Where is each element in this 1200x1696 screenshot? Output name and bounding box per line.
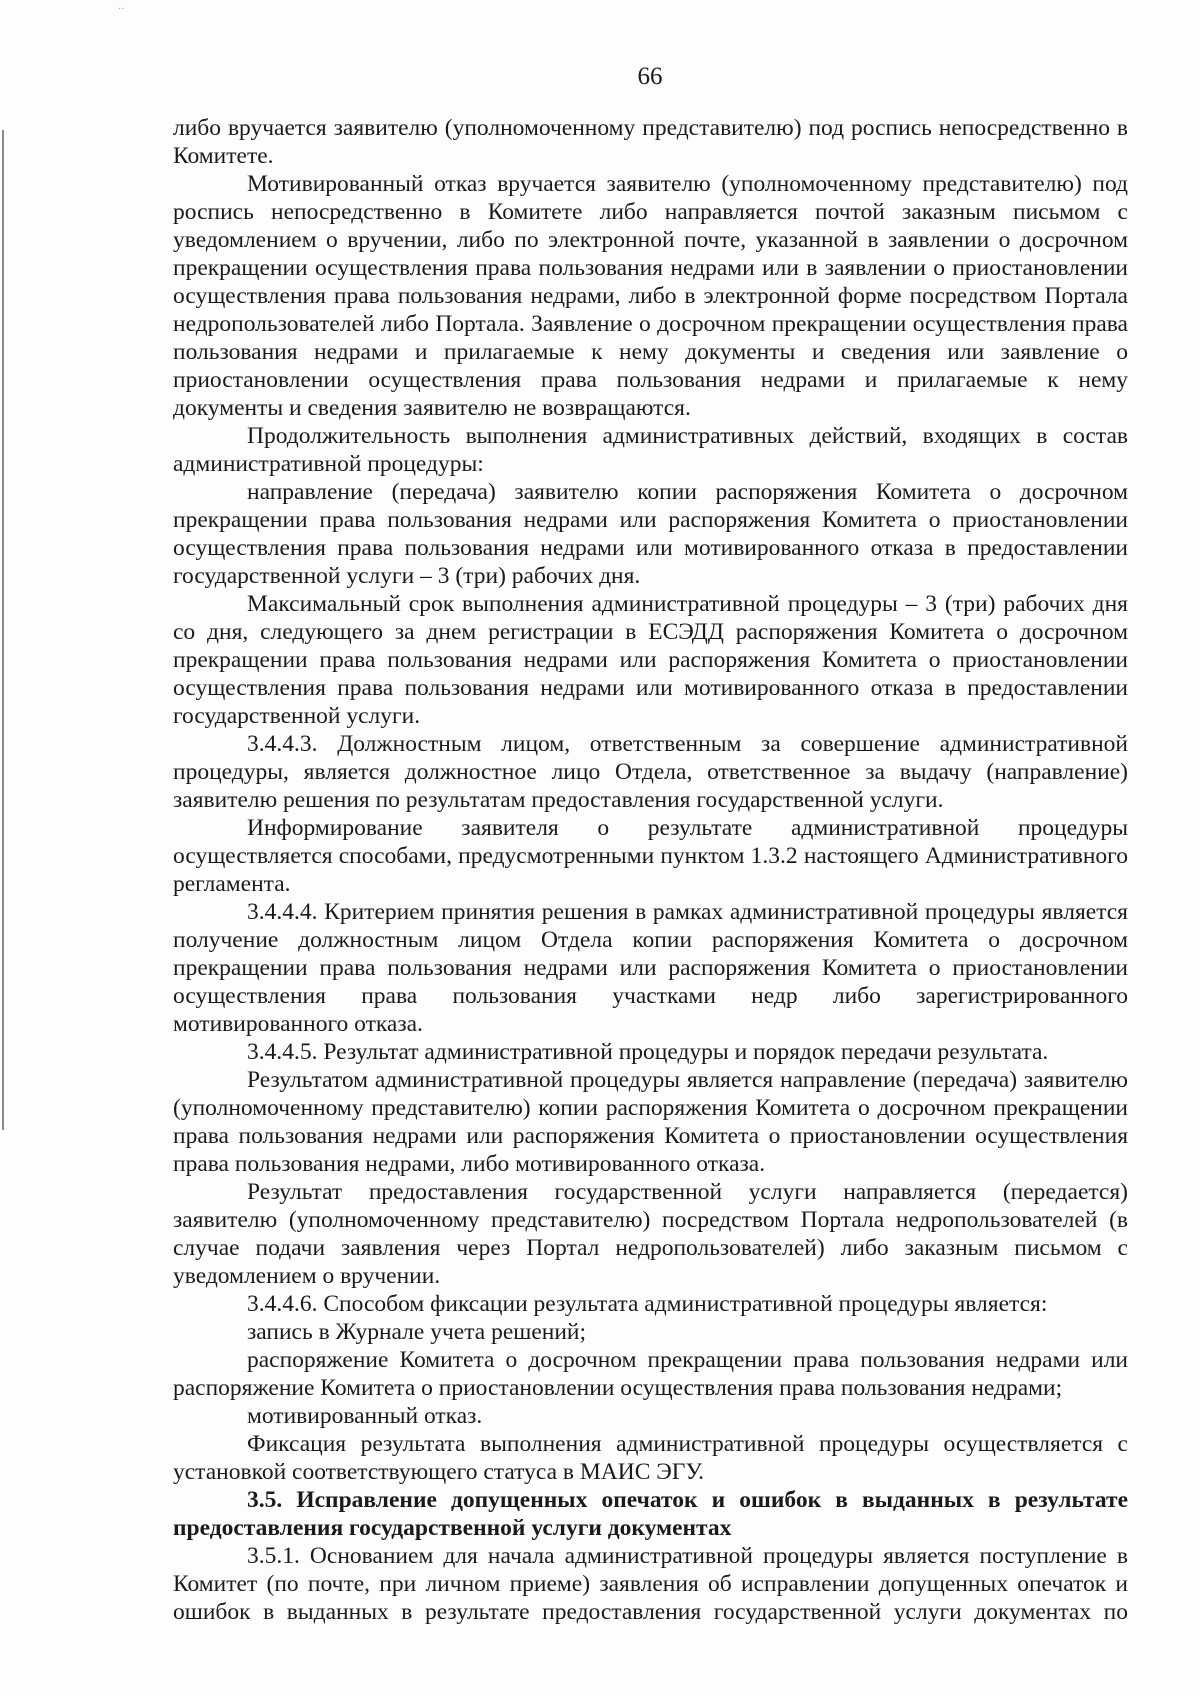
paragraph: Информирование заявителя о результате административной процедуры осуществляется способами, предусмотренными пунктом 1.3.2 настоящего Административного регламента. [173, 815, 1128, 897]
paragraph: 3.4.4.6. Способом фиксации результата административной процедуры является: [247, 1291, 1048, 1317]
paragraph: Результатом административной процедуры является направление (передача) заявителю (уполномоченному представителю) копии распоряжения Комитета о досрочном прекращении права пользования недрами или распоряжения Комитета о приостановлении осуществления права пользования недрами, либо мотивированного отказа. [173, 1067, 1128, 1177]
paragraph: Продолжительность выполнения административных действий, входящих в состав административной процедуры: [173, 423, 1128, 477]
paragraph: Результат предоставления государственной услуги направляется (передается) заявителю (уполномоченному представителю) посредством Портала недропользователей (в случае подачи заявления через Портал недропользователей) либо заказным письмом с уведомлением о вручении. [173, 1179, 1128, 1289]
paragraph: 3.4.4.5. Результат административной процедуры и порядок передачи результата. [247, 1039, 1049, 1065]
paragraph: Мотивированный отказ вручается заявителю (уполномоченному представителю) под роспись непосредственно в Комитете либо направляется почтой заказным письмом с уведомлением о вручении, либо по электронной почте, указанной в заявлении о досрочном прекращении осуществления права пользования недрами или в заявлении о приостановлении осуществления права пользования недрами, либо в электронной форме посредством Портала недропользователей либо Портала. Заявление о досрочном прекращении осуществления права пользования недрами и прилагаемые к нему документы и сведения или заявление о приостановлении осуществления права пользования недрами и прилагаемые к нему документы и сведения заявителю не возвращаются. [173, 171, 1128, 421]
paragraph: либо вручается заявителю (уполномоченному представителю) под роспись непосредственно в Комитете. [173, 115, 1128, 169]
scan-edge-line [2, 130, 4, 1130]
paragraph: 3.4.4.4. Критерием принятия решения в рамках административной процедуры является получение должностным лицом Отдела копии распоряжения Комитета о досрочном прекращении права пользования недрами или распоряжения Комитета о приостановлении осуществления права пользования участками недр либо зарегистрированного мотивированного отказа. [173, 899, 1128, 1037]
document-body [173, 114, 1128, 1626]
section-heading: 3.5. Исправление допущенных опечаток и ошибок в выданных в результате предоставления государственной услуги документах [173, 1487, 1128, 1541]
list-item: мотивированный отказ. [247, 1403, 483, 1429]
paragraph: 3.5.1. Основанием для начала административной процедуры является поступление в Комитет (по почте, при личном приеме) заявления об исправлении допущенных опечаток и ошибок в выданных в результате предоставления государственной услуги документах по [173, 1543, 1128, 1625]
paragraph: 3.4.4.3. Должностным лицом, ответственным за совершение административной процедуры, является должностное лицо Отдела, ответственное за выдачу (направление) заявителю решения по результатам предоставления государственной услуги. [173, 731, 1128, 813]
corner-mark: ·· [118, 4, 125, 15]
page-number: 66 [637, 63, 663, 90]
paragraph: направление (передача) заявителю копии распоряжения Комитета о досрочном прекращении права пользования недрами или распоряжения Комитета о приостановлении осуществления права пользования недрами или мотивированного отказа в предоставлении государственной услуги – 3 (три) рабочих дня. [173, 479, 1128, 589]
list-item: запись в Журнале учета решений; [247, 1319, 587, 1345]
paragraph: Фиксация результата выполнения административной процедуры осуществляется с установкой соответствующего статуса в МАИС ЭГУ. [173, 1431, 1128, 1485]
paragraph: Максимальный срок выполнения административной процедуры – 3 (три) рабочих дня со дня, следующего за днем регистрации в ЕСЭДД распоряжения Комитета о досрочном прекращении права пользования недрами или распоряжения Комитета о приостановлении осуществления права пользования недрами или мотивированного отказа в предоставлении государственной услуги. [173, 591, 1128, 729]
list-item: распоряжение Комитета о досрочном прекращении права пользования недрами или распоряжение Комитета о приостановлении осуществления права пользования недрами; [173, 1347, 1128, 1401]
